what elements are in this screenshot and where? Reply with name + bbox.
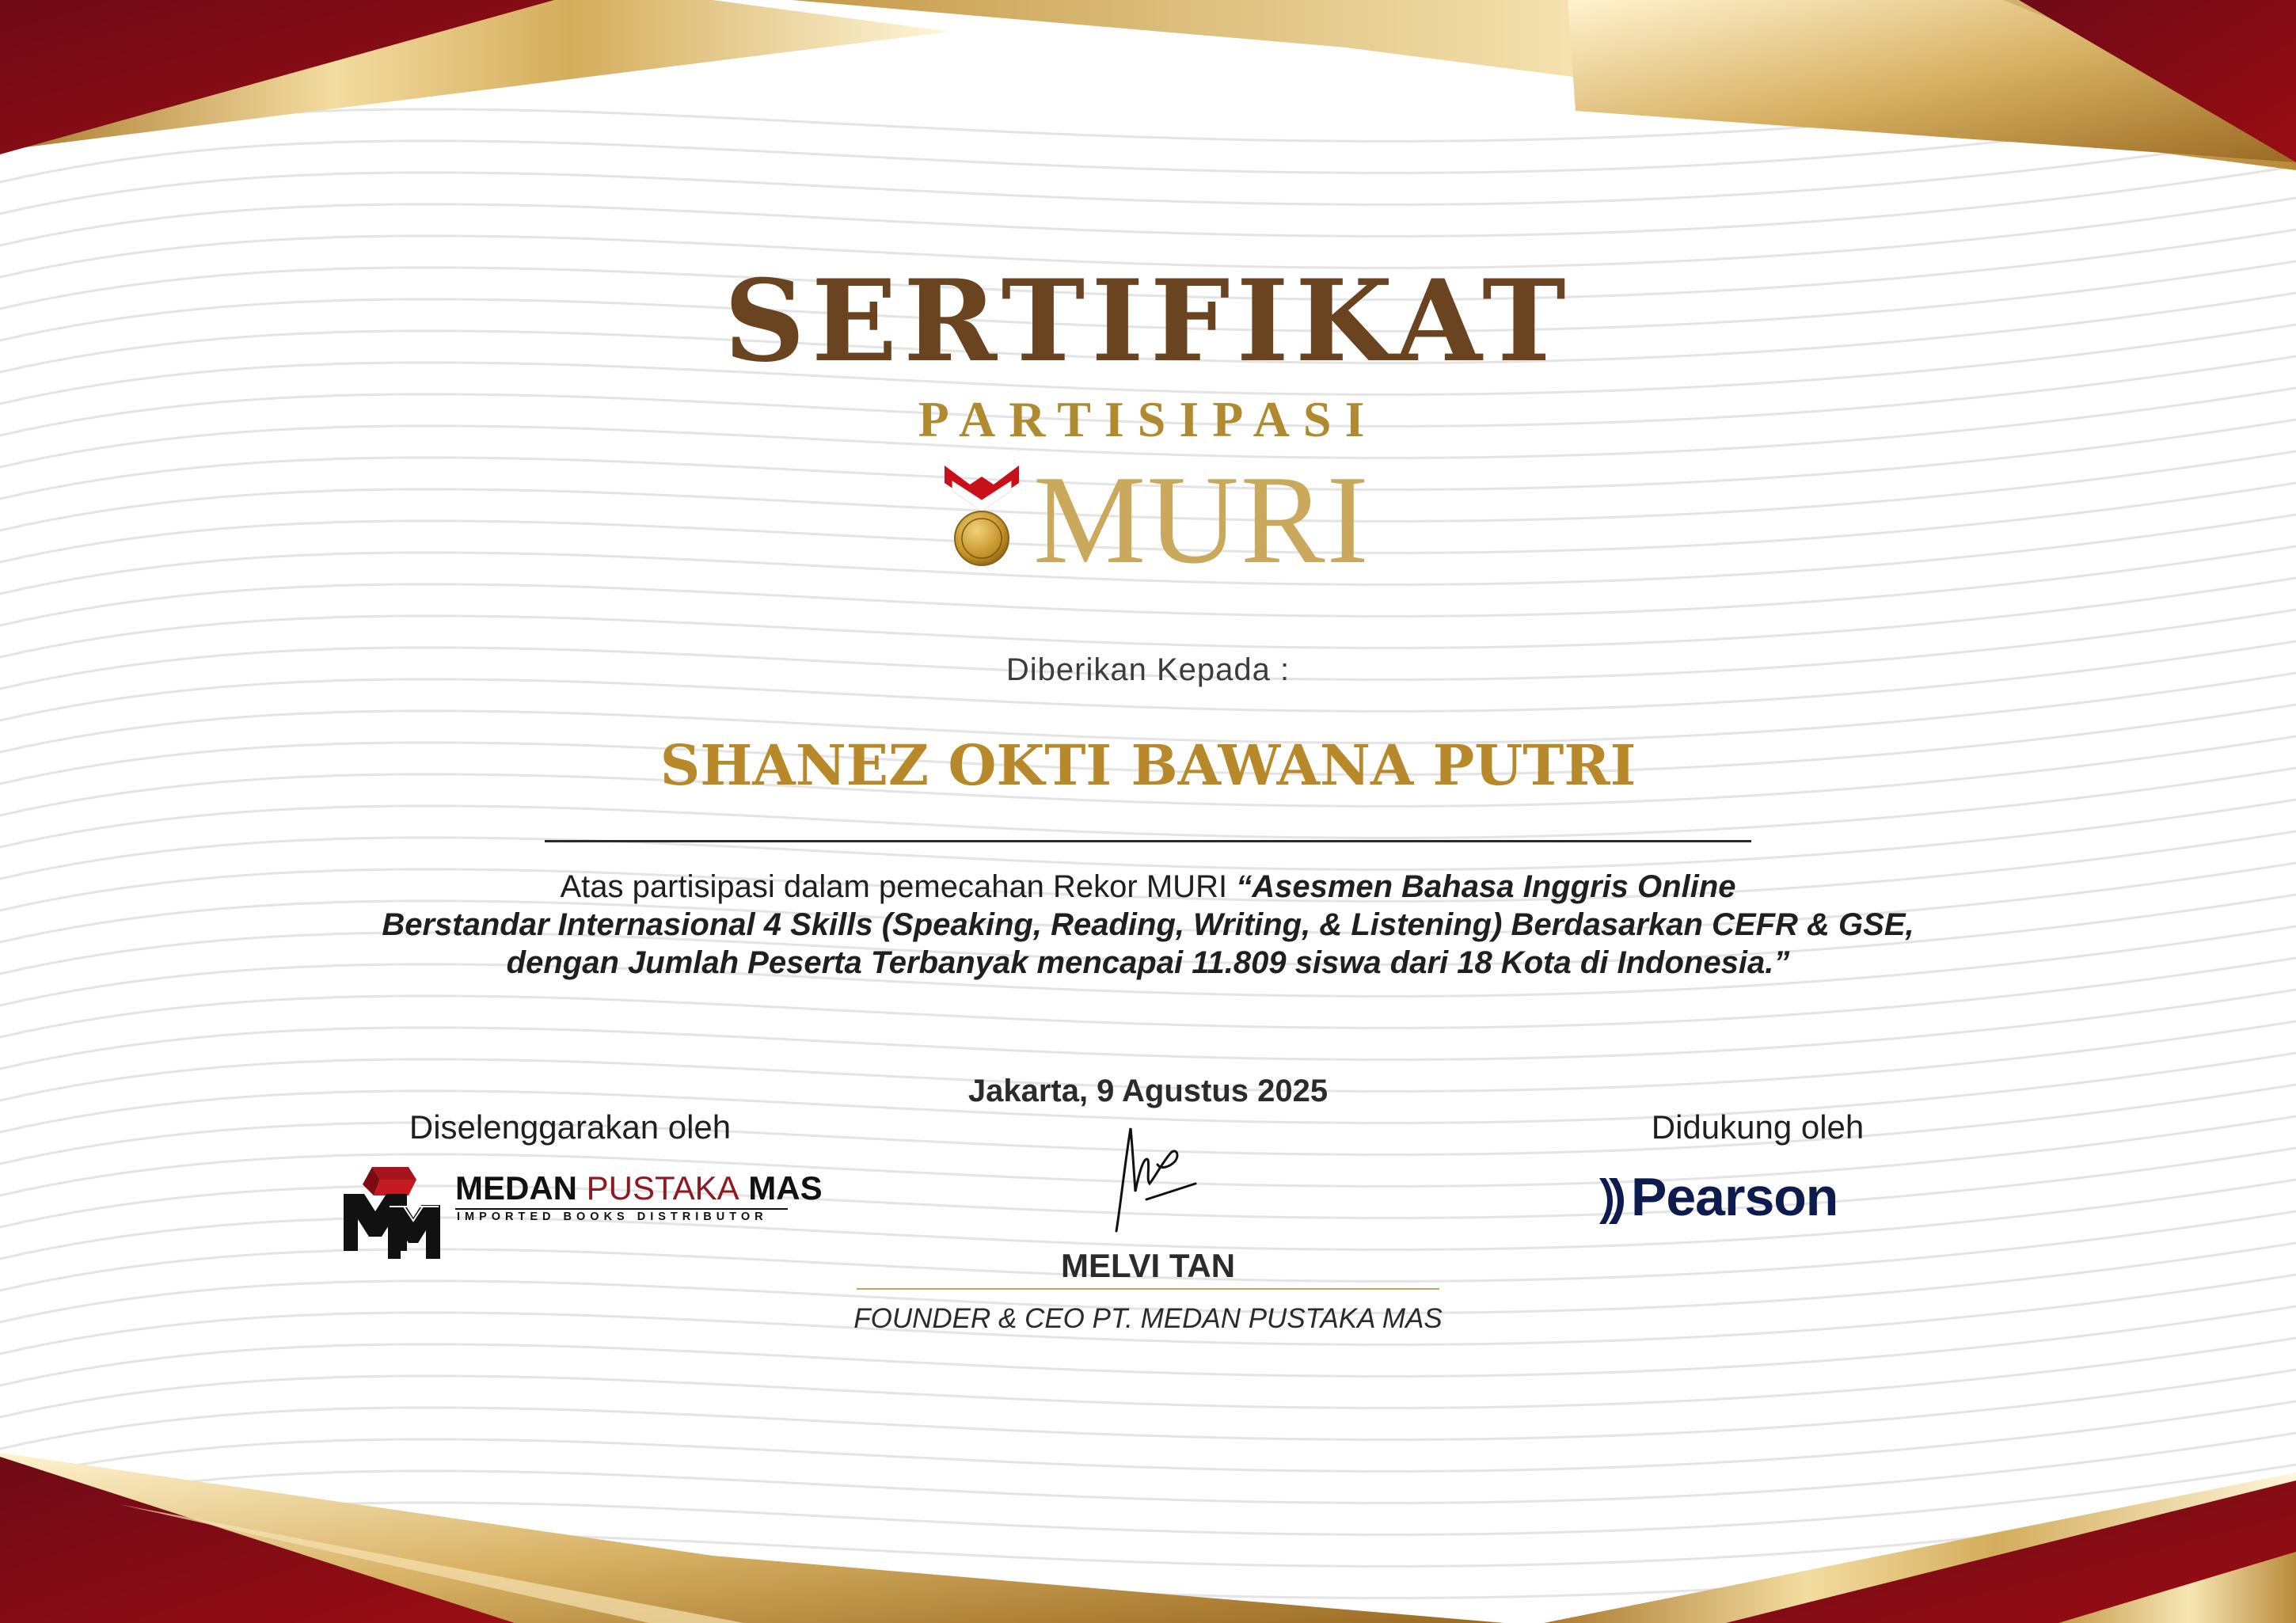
- medan-pustaka-mas-logo: [340, 1164, 823, 1263]
- medal-icon: [938, 459, 1025, 574]
- mpm-wordmark: [455, 1169, 823, 1207]
- organizer-label: Diselenggarakan oleh: [409, 1108, 732, 1146]
- body-line-1: [0, 868, 2296, 906]
- body-line-2: Berstandar Internasional 4 Skills (Speaking, Reading, Writing, & Listening) Berdasarkan CEFR & GSE,: [382, 907, 1914, 942]
- mpm-word-pustaka: PUSTAKA: [586, 1169, 739, 1207]
- top-right-ornament: [792, 0, 2296, 170]
- body-line-1-plain: Atas partisipasi dalam pemecahan Rekor MURI: [560, 869, 1237, 904]
- mpm-word-mas: MAS: [739, 1169, 823, 1207]
- signer-title: FOUNDER & CEO PT. MEDAN PUSTAKA MAS: [853, 1303, 1443, 1334]
- certificate-body: [0, 868, 2296, 982]
- signer-name: MELVI TAN: [1060, 1247, 1236, 1284]
- mpm-word-medan: MEDAN: [455, 1169, 587, 1207]
- muri-wordmark: MURI: [1033, 449, 1370, 590]
- date-place: Jakarta, 9 Agustus 2025: [967, 1074, 1329, 1108]
- body-line-1-quote: “Asesmen Bahasa Inggris Online: [1236, 869, 1736, 904]
- supporter-label: Didukung oleh: [1651, 1108, 1865, 1146]
- mpm-mark-icon: [340, 1164, 443, 1263]
- pearson-mark-icon: [1596, 1173, 1631, 1229]
- bottom-right-ornament: [1544, 1473, 2296, 1623]
- certificate-title: SERTIFIKAT: [724, 256, 1572, 387]
- pearson-wordmark: Pearson: [1631, 1167, 1838, 1227]
- signature-line: [857, 1288, 1439, 1290]
- signature: [1100, 1120, 1211, 1247]
- pearson-logo: [1596, 1167, 1849, 1233]
- mpm-underline: [455, 1208, 788, 1210]
- certificate-subtitle: PARTISIPASI: [918, 391, 1378, 447]
- mpm-tagline: IMPORTED BOOKS DISTRIBUTOR: [457, 1211, 768, 1223]
- muri-logo: [938, 449, 1370, 590]
- recipient-name: SHANEZ OKTI BAWANA PUTRI: [660, 732, 1636, 798]
- top-left-ornament: [0, 0, 950, 154]
- body-line-3: dengan Jumlah Peserta Terbanyak mencapai 11.809 siswa dari 18 Kota di Indonesia.”: [506, 945, 1790, 980]
- given-to-label: Diberikan Kepada :: [1005, 652, 1291, 687]
- name-underline: [545, 840, 1751, 842]
